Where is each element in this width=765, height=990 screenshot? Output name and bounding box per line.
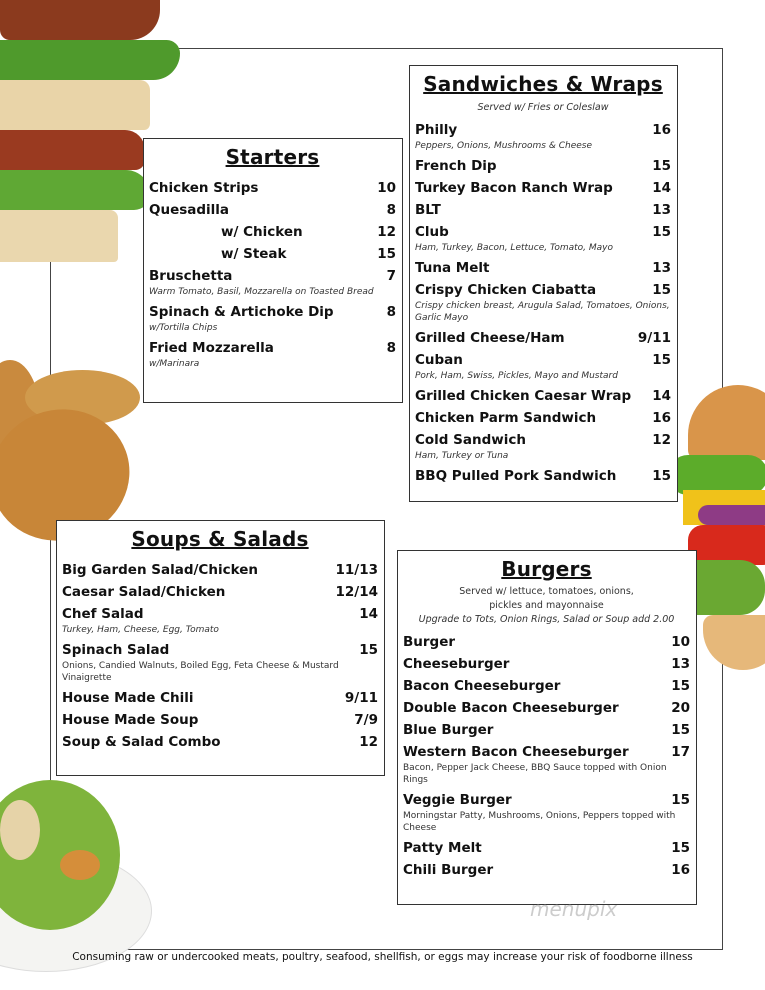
item-price: 7/9 bbox=[354, 712, 378, 728]
item-description: Warm Tomato, Basil, Mozzarella on Toasted Bread bbox=[149, 287, 374, 297]
starters-list bbox=[149, 177, 396, 370]
starters-section bbox=[143, 138, 403, 403]
item-price: 15 bbox=[377, 246, 396, 262]
soups-section bbox=[56, 520, 385, 776]
item-price: 12 bbox=[377, 224, 396, 240]
item-name: BBQ Pulled Pork Sandwich bbox=[415, 468, 617, 484]
item-description: Ham, Turkey, Bacon, Lettuce, Tomato, Mayo bbox=[415, 243, 613, 253]
item-name: Cuban bbox=[415, 352, 463, 368]
item-price: 13 bbox=[652, 202, 671, 218]
item-name: Chicken Parm Sandwich bbox=[415, 410, 597, 426]
item-price: 8 bbox=[386, 202, 396, 218]
item-name: Western Bacon Cheeseburger bbox=[403, 744, 629, 760]
item-name: Caesar Salad/Chicken bbox=[62, 584, 226, 600]
sandwiches-section bbox=[409, 65, 678, 502]
item-price: 14 bbox=[359, 606, 378, 622]
item-name: w/ Steak bbox=[221, 246, 287, 262]
burgers-note-2: pickles and mayonnaise bbox=[489, 600, 604, 611]
menu-item bbox=[62, 639, 378, 661]
menu-item bbox=[415, 119, 671, 141]
item-price: 17 bbox=[671, 744, 690, 760]
chicken-strips-image bbox=[0, 350, 140, 545]
item-price: 16 bbox=[652, 122, 671, 138]
item-name: Spinach Salad bbox=[62, 642, 170, 658]
item-name: Chicken Strips bbox=[149, 180, 259, 196]
item-name: Blue Burger bbox=[403, 722, 494, 738]
menu-item bbox=[403, 837, 690, 859]
food-safety-disclaimer: Consuming raw or undercooked meats, poultry, seafood, shellfish, or eggs may increase your risk of foodborne illness bbox=[72, 951, 693, 963]
item-price: 9/11 bbox=[344, 690, 378, 706]
item-name: Big Garden Salad/Chicken bbox=[62, 562, 258, 578]
item-price: 12 bbox=[359, 734, 378, 750]
menu-item bbox=[403, 859, 690, 881]
item-price: 8 bbox=[386, 304, 396, 320]
item-price: 15 bbox=[652, 282, 671, 298]
item-price: 15 bbox=[652, 468, 671, 484]
menu-item bbox=[149, 337, 396, 359]
item-price: 15 bbox=[652, 224, 671, 240]
item-name: Bruschetta bbox=[149, 268, 233, 284]
menu-item bbox=[403, 653, 690, 675]
item-name: Patty Melt bbox=[403, 840, 482, 856]
item-price: 13 bbox=[671, 656, 690, 672]
menu-item bbox=[62, 581, 378, 603]
menu-item bbox=[403, 719, 690, 741]
menu-item bbox=[62, 603, 378, 625]
item-price: 15 bbox=[671, 678, 690, 694]
item-price: 11/13 bbox=[335, 562, 378, 578]
item-name: Soup & Salad Combo bbox=[62, 734, 221, 750]
item-name: Spinach & Artichoke Dip bbox=[149, 304, 334, 320]
item-price: 12 bbox=[652, 432, 671, 448]
watermark: menupix bbox=[530, 897, 618, 921]
item-name: Cold Sandwich bbox=[415, 432, 526, 448]
item-price: 15 bbox=[652, 352, 671, 368]
menu-item bbox=[149, 243, 396, 265]
item-name: Tuna Melt bbox=[415, 260, 490, 276]
menu-item bbox=[149, 177, 396, 199]
section-title: Sandwiches & Wraps bbox=[423, 72, 663, 96]
item-name: Cheeseburger bbox=[403, 656, 510, 672]
burgers-note-1: Served w/ lettuce, tomatoes, onions, bbox=[459, 586, 634, 597]
item-price: 13 bbox=[652, 260, 671, 276]
menu-item bbox=[415, 465, 671, 487]
menu-item bbox=[415, 385, 671, 407]
item-price: 15 bbox=[671, 840, 690, 856]
item-description: Turkey, Ham, Cheese, Egg, Tomato bbox=[62, 625, 219, 635]
item-name: Bacon Cheeseburger bbox=[403, 678, 561, 694]
item-description: Pork, Ham, Swiss, Pickles, Mayo and Mustard bbox=[415, 371, 618, 381]
menu-item bbox=[149, 301, 396, 323]
item-description: Onions, Candied Walnuts, Boiled Egg, Feta Cheese & Mustard Vinaigrette bbox=[62, 661, 339, 683]
item-price: 15 bbox=[671, 722, 690, 738]
burgers-section bbox=[397, 550, 697, 905]
soups-list bbox=[62, 559, 378, 753]
item-name: Turkey Bacon Ranch Wrap bbox=[415, 180, 613, 196]
menu-item bbox=[415, 257, 671, 279]
item-price: 10 bbox=[377, 180, 396, 196]
menu-item bbox=[415, 279, 671, 301]
sandwiches-list bbox=[415, 119, 671, 487]
sandwiches-note: Served w/ Fries or Coleslaw bbox=[477, 102, 609, 113]
menu-item bbox=[403, 789, 690, 811]
section-title: Starters bbox=[225, 145, 320, 169]
item-description: Crispy chicken breast, Arugula Salad, Tomatoes, Onions, Garlic Mayo bbox=[415, 301, 670, 323]
item-price: 16 bbox=[671, 862, 690, 878]
item-name: Philly bbox=[415, 122, 458, 138]
item-name: House Made Soup bbox=[62, 712, 199, 728]
item-name: Double Bacon Cheeseburger bbox=[403, 700, 619, 716]
item-description: Peppers, Onions, Mushrooms & Cheese bbox=[415, 141, 593, 151]
menu-item bbox=[149, 199, 396, 221]
item-name: Fried Mozzarella bbox=[149, 340, 274, 356]
item-description: Morningstar Patty, Mushrooms, Onions, Peppers topped with Cheese bbox=[403, 811, 676, 833]
menu-item bbox=[415, 199, 671, 221]
item-price: 12/14 bbox=[335, 584, 378, 600]
item-description: Bacon, Pepper Jack Cheese, BBQ Sauce topped with Onion Rings bbox=[403, 763, 667, 785]
item-price: 14 bbox=[652, 388, 671, 404]
menu-item bbox=[62, 687, 378, 709]
item-description: w/Marinara bbox=[149, 359, 200, 369]
item-description: w/Tortilla Chips bbox=[149, 323, 218, 333]
item-price: 14 bbox=[652, 180, 671, 196]
item-price: 16 bbox=[652, 410, 671, 426]
item-price: 9/11 bbox=[637, 330, 671, 346]
burgers-list bbox=[403, 631, 690, 881]
item-price: 20 bbox=[671, 700, 690, 716]
menu-item bbox=[415, 327, 671, 349]
section-title: Soups & Salads bbox=[131, 527, 309, 551]
item-price: 8 bbox=[386, 340, 396, 356]
item-name: w/ Chicken bbox=[221, 224, 303, 240]
menu-item bbox=[149, 265, 396, 287]
item-name: Chili Burger bbox=[403, 862, 494, 878]
menu-item bbox=[415, 407, 671, 429]
menu-item bbox=[403, 631, 690, 653]
menu-item bbox=[403, 675, 690, 697]
menu-item bbox=[415, 429, 671, 451]
menu-item bbox=[62, 559, 378, 581]
item-name: Chef Salad bbox=[62, 606, 144, 622]
menu-item bbox=[62, 709, 378, 731]
menu-item bbox=[149, 221, 396, 243]
item-price: 15 bbox=[359, 642, 378, 658]
menu-item bbox=[62, 731, 378, 753]
item-name: BLT bbox=[415, 202, 441, 218]
item-name: Club bbox=[415, 224, 449, 240]
item-price: 7 bbox=[386, 268, 396, 284]
item-name: Grilled Chicken Caesar Wrap bbox=[415, 388, 632, 404]
item-description: Ham, Turkey or Tuna bbox=[415, 451, 509, 461]
item-name: French Dip bbox=[415, 158, 497, 174]
item-price: 10 bbox=[671, 634, 690, 650]
item-price: 15 bbox=[671, 792, 690, 808]
burgers-upgrade-note: Upgrade to Tots, Onion Rings, Salad or Soup add 2.00 bbox=[418, 614, 675, 625]
menu-item bbox=[415, 177, 671, 199]
item-name: Veggie Burger bbox=[403, 792, 512, 808]
item-name: House Made Chili bbox=[62, 690, 194, 706]
item-name: Crispy Chicken Ciabatta bbox=[415, 282, 597, 298]
item-name: Grilled Cheese/Ham bbox=[415, 330, 565, 346]
item-price: 15 bbox=[652, 158, 671, 174]
menu-item bbox=[403, 697, 690, 719]
item-name: Burger bbox=[403, 634, 456, 650]
menu-item bbox=[415, 155, 671, 177]
menu-item bbox=[403, 741, 690, 763]
item-name: Quesadilla bbox=[149, 202, 230, 218]
menu-item bbox=[415, 349, 671, 371]
menu-item bbox=[415, 221, 671, 243]
section-title: Burgers bbox=[501, 557, 592, 581]
